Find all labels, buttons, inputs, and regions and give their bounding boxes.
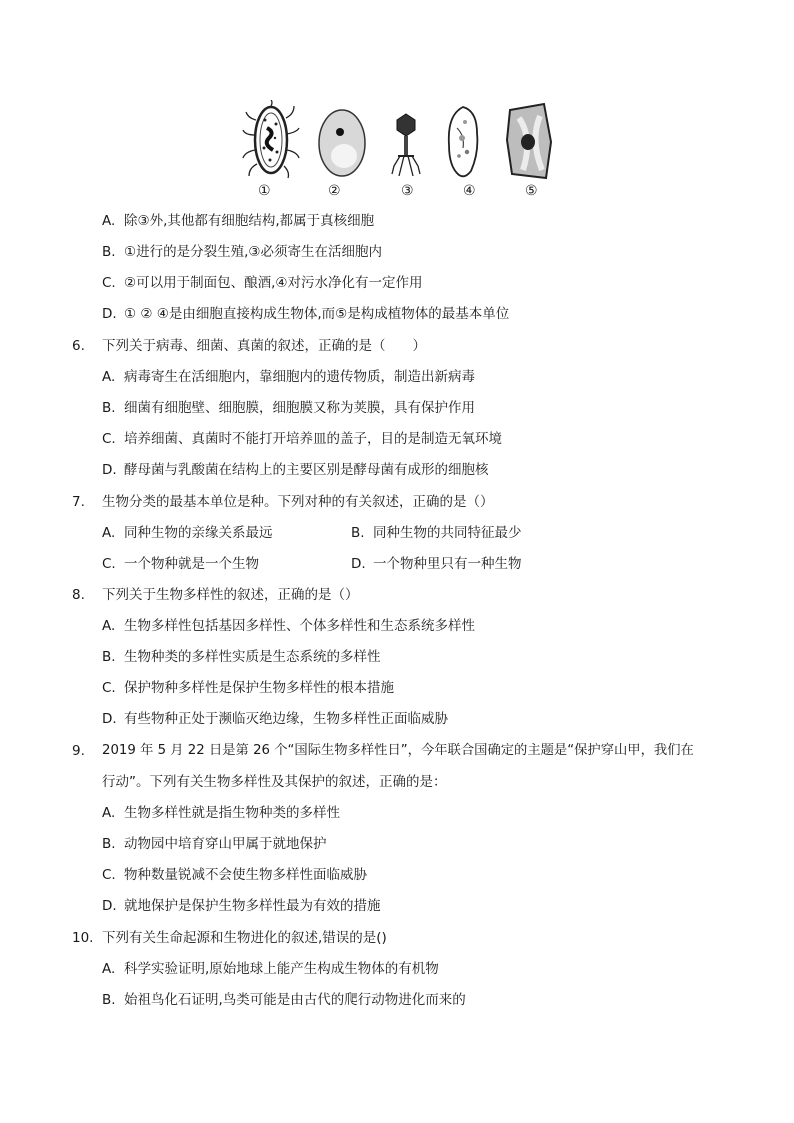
yeast-cell-illustration: [316, 106, 368, 180]
q7-option-a: A. 同种生物的亲缘关系最远: [102, 525, 273, 541]
figure-label-2: ②: [328, 183, 341, 199]
q8-option-c: C. 保护物种多样性是保护生物多样性的根本措施: [102, 680, 394, 696]
figure-label-1: ①: [258, 183, 271, 199]
q9-option-b: B. 动物园中培育穿山甲属于就地保护: [102, 836, 327, 852]
q6-number: 6.: [72, 338, 85, 354]
q9-number: 9.: [72, 743, 85, 759]
q10-stem: 下列有关生命起源和生物进化的叙述,错误的是(): [102, 930, 387, 946]
q6-option-b: B. 细菌有细胞壁、细胞膜，细胞膜又称为荚膜，具有保护作用: [102, 400, 475, 416]
q9-option-c: C. 物种数量锐减不会使生物多样性面临威胁: [102, 867, 367, 883]
q6-option-d: D. 酵母菌与乳酸菌在结构上的主要区别是酵母菌有成形的细胞核: [102, 462, 489, 478]
bacterium-illustration: [240, 100, 302, 180]
q5-option-c: C. ②可以用于制面包、酿酒,④对污水净化有一定作用: [102, 275, 423, 291]
q7-option-d: D. 一个物种里只有一种生物: [351, 556, 522, 572]
q8-option-d: D. 有些物种正处于濒临灭绝边缘，生物多样性正面临威胁: [102, 711, 448, 727]
q10-option-a: A. 科学实验证明,原始地球上能产生构成生物体的有机物: [102, 961, 439, 977]
q5-option-d: D. ① ② ④是由细胞直接构成生物体,而⑤是构成植物体的最基本单位: [102, 306, 510, 322]
q8-option-b: B. 生物种类的多样性实质是生态系统的多样性: [102, 649, 381, 665]
q8-stem: 下列关于生物多样性的叙述，正确的是（）: [102, 587, 359, 603]
q7-option-c: C. 一个物种就是一个生物: [102, 556, 259, 572]
q10-option-b: B. 始祖鸟化石证明,鸟类可能是由古代的爬行动物进化而来的: [102, 992, 466, 1008]
organism-figure: [238, 100, 558, 202]
q6-option-c: C. 培养细菌、真菌时不能打开培养皿的盖子，目的是制造无氧环境: [102, 431, 502, 447]
q7-stem: 生物分类的最基本单位是种。下列对种的有关叙述，正确的是（）: [102, 494, 494, 510]
q6-stem: 下列关于病毒、细菌、真菌的叙述，正确的是（ ）: [102, 338, 426, 354]
q5-option-b: B. ①进行的是分裂生殖,③必须寄生在活细胞内: [102, 244, 382, 260]
q9-stem-line2: 行动”。下列有关生物多样性及其保护的叙述，正确的是：: [102, 774, 447, 790]
figure-label-3: ③: [401, 183, 414, 199]
figure-label-5: ⑤: [525, 183, 538, 199]
q9-option-a: A. 生物多样性就是指生物种类的多样性: [102, 805, 340, 821]
q5-option-a: A. 除③外,其他都有细胞结构,都属于真核细胞: [102, 213, 375, 229]
q7-option-b: B. 同种生物的共同特征最少: [351, 525, 522, 541]
q10-number: 10.: [72, 930, 94, 946]
paramecium-illustration: [443, 104, 483, 180]
q8-number: 8.: [72, 587, 85, 603]
virus-illustration: [388, 112, 424, 178]
figure-label-4: ④: [463, 183, 476, 199]
q8-option-a: A. 生物多样性包括基因多样性、个体多样性和生态系统多样性: [102, 618, 475, 634]
q9-stem-line1: 2019 年 5 月 22 日是第 26 个“国际生物多样性日”，今年联合国确定的主题是“保护穿山甲，我们在: [102, 743, 694, 758]
q6-option-a: A. 病毒寄生在活细胞内，靠细胞内的遗传物质，制造出新病毒: [102, 369, 475, 385]
q7-number: 7.: [72, 494, 85, 510]
plant-cell-illustration: [504, 102, 554, 182]
q9-option-d: D. 就地保护是保护生物多样性最为有效的措施: [102, 898, 381, 914]
